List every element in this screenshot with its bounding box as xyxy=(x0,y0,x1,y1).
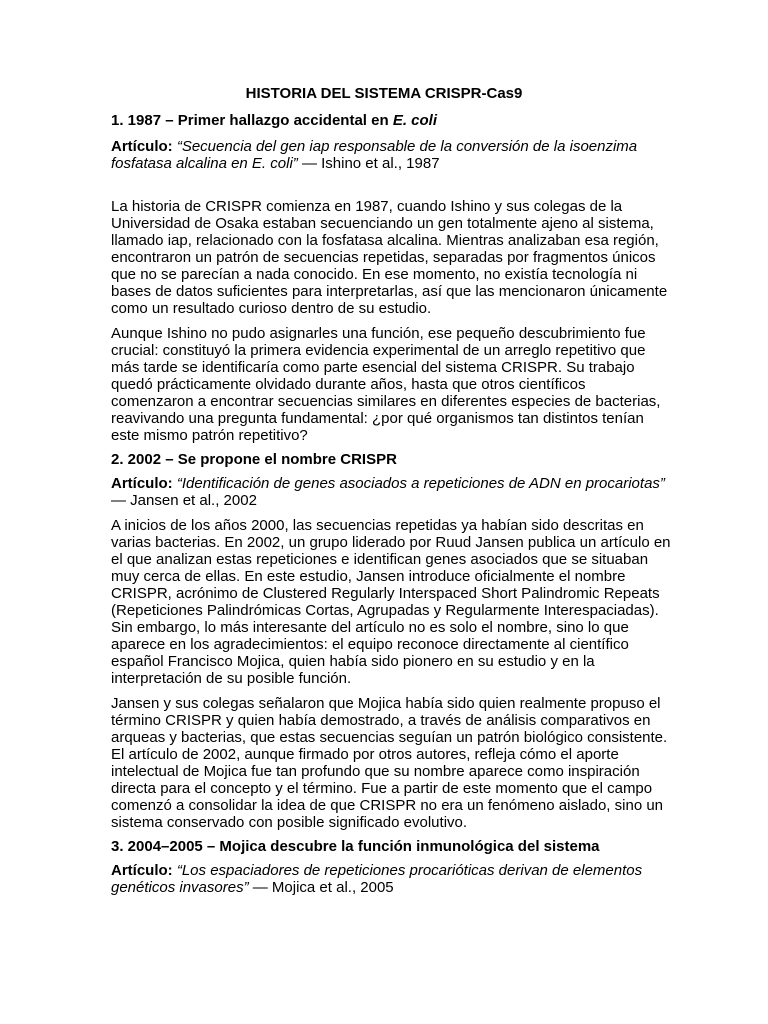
article-citation: — Ishino et al., 1987 xyxy=(297,155,440,172)
section-heading-italic: E. coli xyxy=(392,112,437,129)
article-reference-1987 xyxy=(111,138,671,172)
document-title: HISTORIA DEL SISTEMA CRISPR-Cas9 xyxy=(245,85,523,102)
article-title: “Identificación de genes asociados a repeticiones de ADN en procariotas” xyxy=(176,475,665,492)
article-citation: — Mojica et al., 2005 xyxy=(248,879,394,896)
article-label: Artículo: xyxy=(111,138,173,155)
article-title: “Los espaciadores de repeticiones procarióticas derivan de elementos genéticos invasores” xyxy=(111,862,643,896)
section-heading-text: 1. 1987 – Primer hallazgo accidental en xyxy=(111,112,393,129)
section-heading-2002 xyxy=(111,451,671,469)
section-heading-1987 xyxy=(111,112,671,130)
article-reference-2005 xyxy=(111,862,671,896)
document-body xyxy=(111,112,671,896)
article-label: Artículo: xyxy=(111,475,173,492)
paragraph-2002-2: Jansen y sus colegas señalaron que Mojica había sido quien realmente propuso el término CRISPR y quien había demostrado, a través de análisis comparativos en arqueas y bacterias, que estas secuencias seguían un patrón biológico consistente. El artículo de 2002, aunque firmado por otros autores, refleja cómo el aporte intelectual de Mojica fue tan profundo que su nombre aparece como inspiración directa para el concepto y el término. Fue a partir de este momento que el campo comenzó a consolidar la idea de que CRISPR no era un fenómeno aislado, sino un sistema conservado con posible significado evolutivo. xyxy=(111,695,668,831)
article-citation: — Jansen et al., 2002 xyxy=(111,492,257,509)
section-heading-text: 2. 2002 – Se propone el nombre CRISPR xyxy=(111,451,397,468)
section-heading-2004-2005 xyxy=(111,838,671,856)
article-label: Artículo: xyxy=(111,862,173,879)
article-reference-2002 xyxy=(111,475,671,509)
section-heading-text: 3. 2004–2005 – Mojica descubre la función inmunológica del sistema xyxy=(111,838,600,855)
paragraph-2002-1: A inicios de los años 2000, las secuencias repetidas ya habían sido descritas en varias bacterias. En 2002, un grupo liderado por Ruud Jansen publica un artículo en el que analizan estas repeticiones e identifican genes asociados que se situaban muy cerca de ellas. En este estudio, Jansen introduce oficialmente el nombre CRISPR, acrónimo de Clustered Regularly Interspaced Short Palindromic Repeats (Repeticiones Palindrómicas Cortas, Agrupadas y Regularmente Interespaciadas). Sin embargo, lo más interesante del artículo no es solo el nombre, sino lo que aparece en los agradecimientos: el equipo reconoce directamente al científico español Francisco Mojica, quien había sido pionero en su estudio y en la interpretación de su posible función. xyxy=(111,517,671,687)
paragraph-1987-2: Aunque Ishino no pudo asignarles una función, ese pequeño descubrimiento fue crucial: constituyó la primera evidencia experimental de un arreglo repetitivo que más tarde se identificaría como parte esencial del sistema CRISPR. Su trabajo quedó prácticamente olvidado durante años, hasta que otros científicos comenzaron a encontrar secuencias similares en diferentes especies de bacterias, reavivando una pregunta fundamental: ¿por qué organismos tan distintos tenían este mismo patrón repetitivo? xyxy=(111,325,661,444)
paragraph-1987-1: La historia de CRISPR comienza en 1987, cuando Ishino y sus colegas de la Universidad de Osaka estaban secuenciando un gen totalmente ajeno al sistema, llamado iap, relacionado con la fosfatasa alcalina. Mientras analizaban esa región, encontraron un patrón de secuencias repetidas, separadas por fragmentos únicos que no se parecían a nada conocido. En ese momento, no existía tecnología ni bases de datos suficientes para interpretarlas, así que las mencionaron únicamente como un resultado curioso dentro de su estudio. xyxy=(111,198,668,317)
article-title: “Secuencia del gen iap responsable de la conversión de la isoenzima fosfatasa alcalina en E. coli” xyxy=(111,138,638,172)
